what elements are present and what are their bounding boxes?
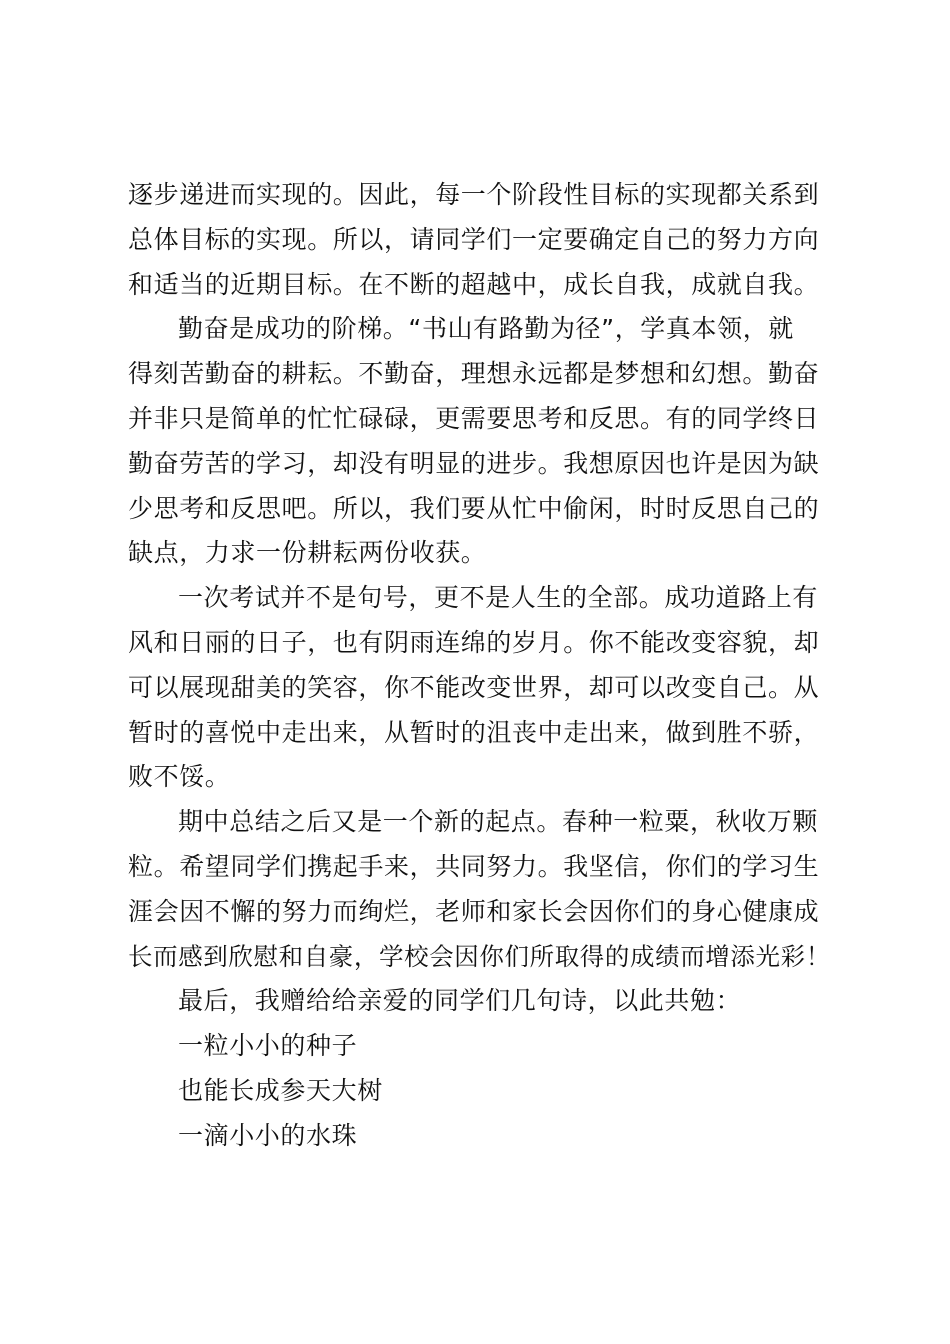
text-line: 涯会因不懈的努力而绚烂，老师和家长会因你们的身心健康成 <box>128 896 820 926</box>
body-text <box>128 173 840 1159</box>
text-line: 得刻苦勤奋的耕耘。不勤奋，理想永远都是梦想和幻想。勤奋 <box>128 359 820 389</box>
paragraph-start-line: 最后，我赠给给亲爱的同学们几句诗，以此共勉： <box>178 986 742 1016</box>
paragraph-start-line: 一次考试并不是句号，更不是人生的全部。成功道路上有 <box>178 583 819 613</box>
poem-line: 也能长成参天大树 <box>178 1075 383 1105</box>
paragraph-start-line: 勤奋是成功的阶梯。“书山有路勤为径”，学真本领，就 <box>178 314 794 344</box>
text-line: 败不馁。 <box>128 762 231 792</box>
text-line: 可以展现甜美的笑容，你不能改变世界，却可以改变自己。从 <box>128 672 820 702</box>
text-line: 缺点，力求一份耕耘两份收获。 <box>128 538 487 568</box>
poem-line: 一粒小小的种子 <box>178 1031 358 1061</box>
text-line: 长而感到欣慰和自豪，学校会因你们所取得的成绩而增添光彩！ <box>128 941 831 971</box>
poem-line: 一滴小小的水珠 <box>178 1120 358 1150</box>
text-line: 逐步递进而实现的。因此，每一个阶段性目标的实现都关系到 <box>128 180 820 209</box>
text-line: 总体目标的实现。所以，请同学们一定要确定自己的努力方向 <box>128 224 820 254</box>
text-line: 少思考和反思吧。所以，我们要从忙中偷闲，时时反思自己的 <box>128 493 820 523</box>
text-line: 并非只是简单的忙忙碌碌，更需要思考和反思。有的同学终日 <box>128 403 820 433</box>
text-line: 和适当的近期目标。在不断的超越中，成长自我，成就自我。 <box>128 269 820 299</box>
text-line: 粒。希望同学们携起手来，共同努力。我坚信，你们的学习生 <box>128 851 820 881</box>
text-line: 暂时的喜悦中走出来，从暂时的沮丧中走出来，做到胜不骄， <box>128 717 820 747</box>
paragraph-start-line: 期中总结之后又是一个新的起点。春种一粒粟，秋收万颗 <box>178 807 819 837</box>
text-line: 风和日丽的日子，也有阴雨连绵的岁月。你不能改变容貌，却 <box>128 627 820 657</box>
text-line: 勤奋劳苦的学习，却没有明显的进步。我想原因也许是因为缺 <box>128 448 820 478</box>
